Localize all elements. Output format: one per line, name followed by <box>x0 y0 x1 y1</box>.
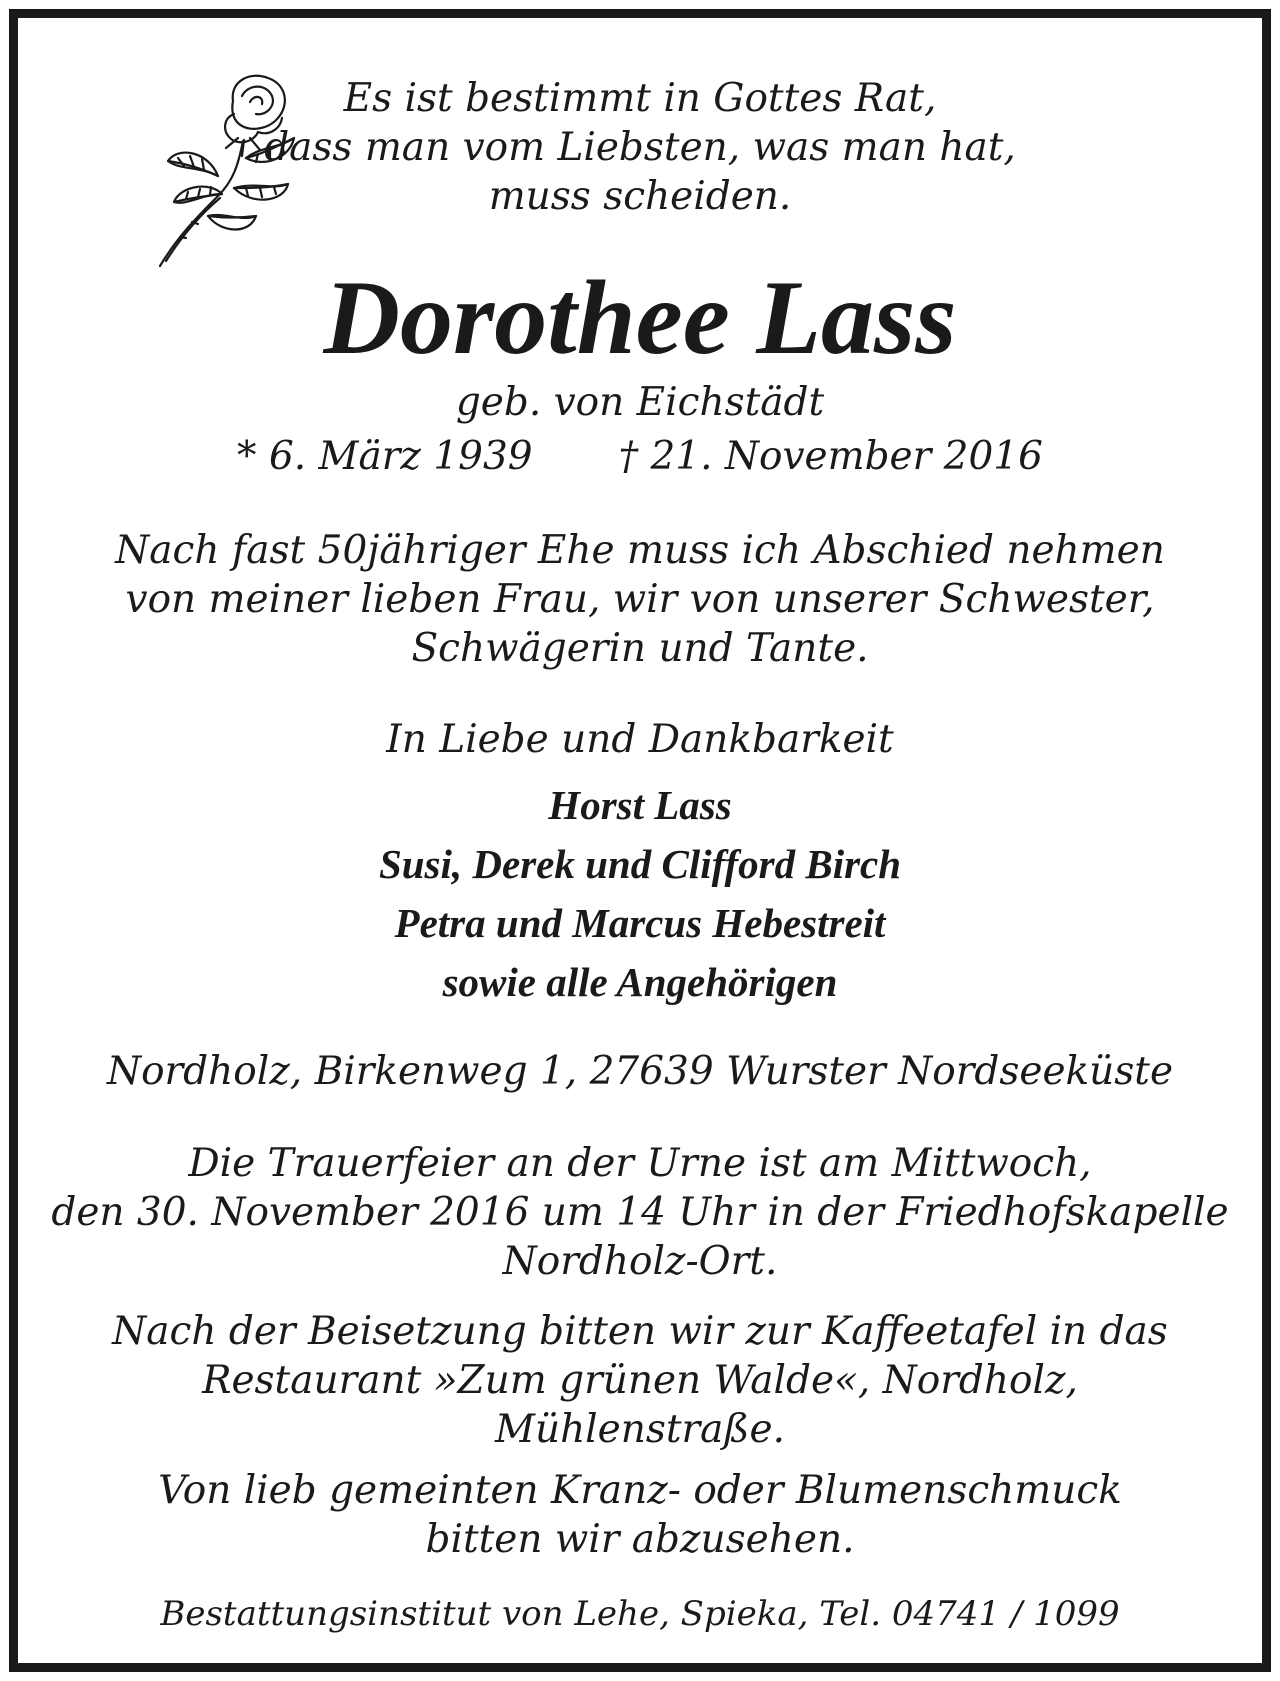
address: Nordholz, Birkenweg 1, 27639 Wurster Nordseeküste <box>106 1049 1174 1094</box>
mourner-name: sowie alle Angehörigen <box>442 959 838 1005</box>
message-line: Nach fast 50jähriger Ehe muss ich Abschied nehmen <box>115 528 1165 573</box>
birth-date: * 6. März 1939 <box>237 434 533 479</box>
funeral-home: Bestattungsinstitut von Lehe, Spieka, Tel. 04741 / 1099 <box>160 1594 1120 1634</box>
message-line: Schwägerin und Tante. <box>411 626 869 671</box>
death-date: † 21. November 2016 <box>618 434 1043 479</box>
closing-phrase: In Liebe und Dankbarkeit <box>386 717 894 762</box>
verse-line: Es ist bestimmt in Gottes Rat, <box>343 76 937 121</box>
message-line: von meiner lieben Frau, wir von unserer Schwester, <box>125 577 1155 622</box>
obituary-notice <box>9 9 1271 1672</box>
mourner-name: Susi, Derek und Clifford Birch <box>378 841 902 887</box>
reception-line: Nach der Beisetzung bitten wir zur Kaffeetafel in das <box>112 1309 1168 1354</box>
birth-name: geb. von Eichstädt <box>455 380 825 425</box>
mourner-name: Petra und Marcus Hebestreit <box>394 900 886 946</box>
life-dates <box>18 432 1262 481</box>
reception-line: Mühlenstraße. <box>495 1407 785 1452</box>
flowers-line: bitten wir abzusehen. <box>425 1517 855 1562</box>
deceased-name: Dorothee Lass <box>323 259 957 376</box>
mourner-name: Horst Lass <box>548 782 732 828</box>
ceremony-line: den 30. November 2016 um 14 Uhr in der Friedhofskapelle <box>51 1190 1229 1235</box>
ceremony-line: Nordholz-Ort. <box>502 1239 778 1284</box>
verse-line: muss scheiden. <box>488 174 792 219</box>
flowers-line: Von lieb gemeinten Kranz- oder Blumenschmuck <box>158 1468 1122 1513</box>
ceremony-line: Die Trauerfeier an der Urne ist am Mittwoch, <box>188 1141 1092 1186</box>
reception-line: Restaurant »Zum grünen Walde«, Nordholz, <box>202 1358 1078 1403</box>
verse-line: dass man vom Liebsten, was man hat, <box>264 125 1016 170</box>
